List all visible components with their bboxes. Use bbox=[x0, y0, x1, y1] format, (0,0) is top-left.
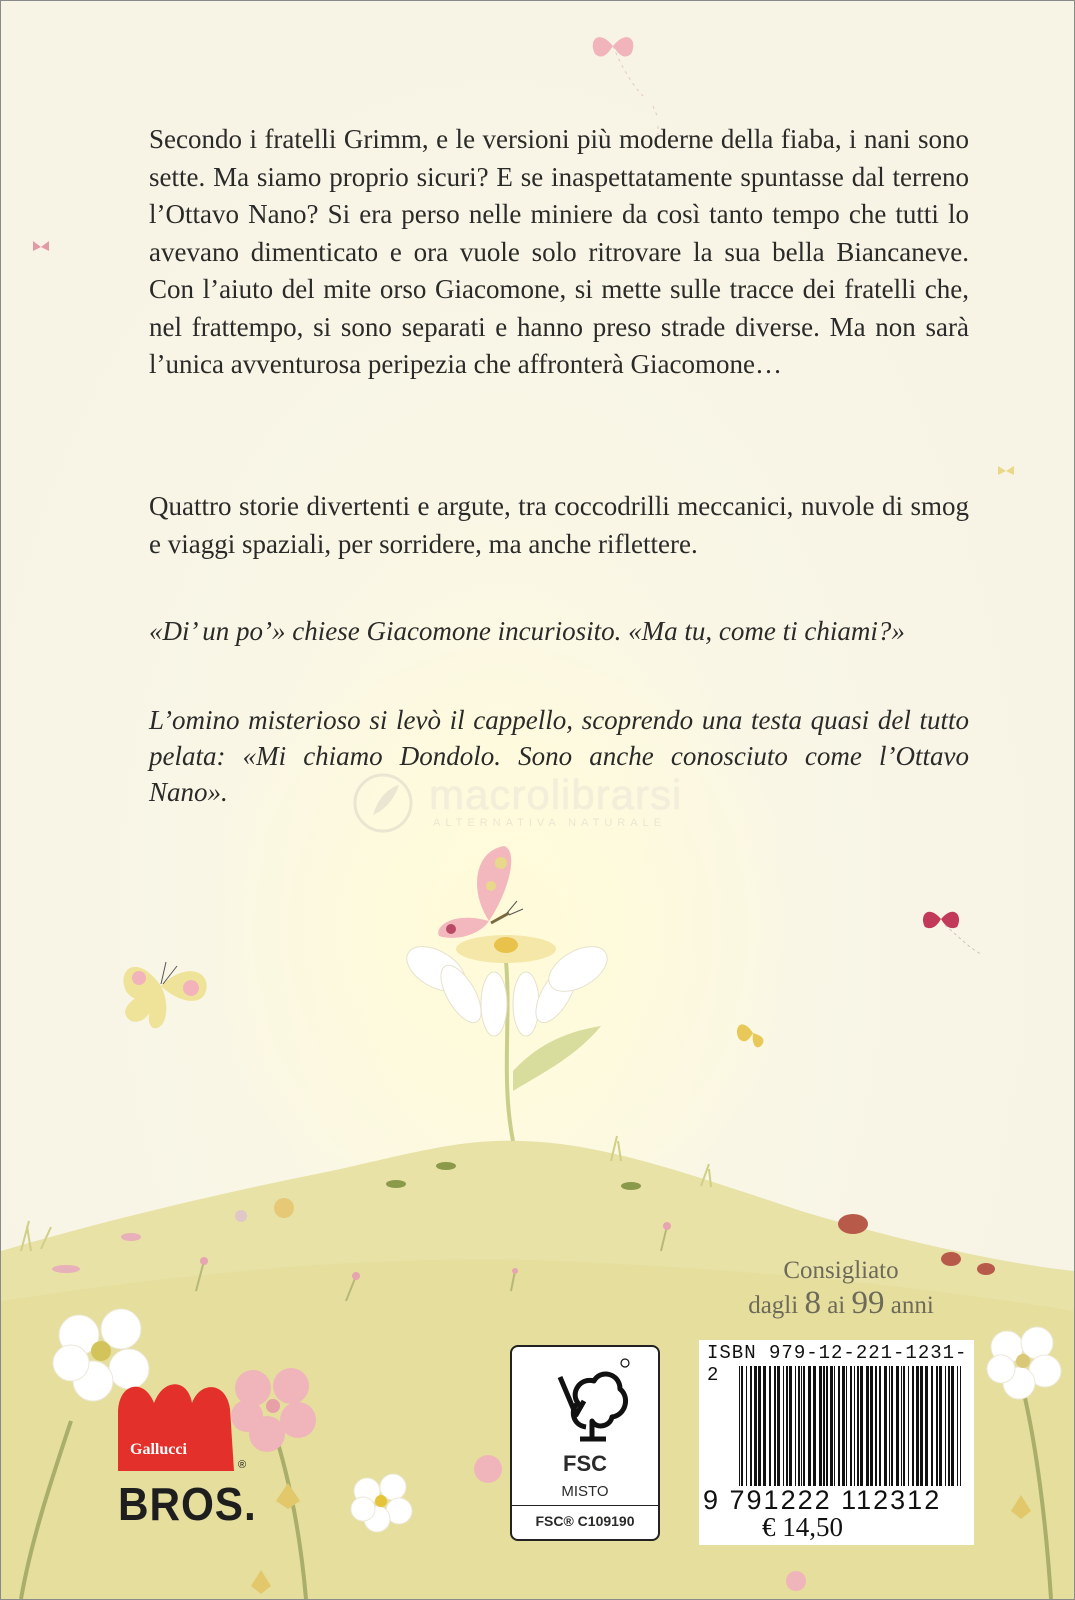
barcode-bar bbox=[884, 1366, 887, 1486]
barcode-bar bbox=[939, 1366, 942, 1486]
barcode-bar bbox=[920, 1366, 923, 1486]
price: € 14,50 bbox=[762, 1512, 843, 1542]
isbn-barcode-block bbox=[699, 1340, 974, 1545]
barcode-bar bbox=[758, 1366, 761, 1486]
barcode-bar bbox=[739, 1366, 740, 1486]
barcode-bar bbox=[870, 1366, 873, 1486]
barcode-bar bbox=[746, 1366, 747, 1486]
barcode-bar bbox=[875, 1366, 877, 1486]
barcode-bar bbox=[750, 1366, 752, 1486]
ean-barcode bbox=[739, 1366, 961, 1486]
ean-digits: 9 791222 112312 bbox=[703, 1485, 942, 1515]
macrolibrarsi-logo-icon bbox=[351, 771, 415, 835]
barcode-bar bbox=[857, 1366, 859, 1486]
fsc-name: FSC bbox=[563, 1451, 607, 1476]
barcode-bar bbox=[901, 1366, 902, 1486]
barcode-bar bbox=[798, 1366, 800, 1486]
barcode-bar bbox=[769, 1366, 771, 1486]
barcode-bar bbox=[889, 1366, 890, 1486]
barcode-bar bbox=[960, 1366, 961, 1486]
barcode-bar bbox=[903, 1366, 905, 1486]
barcode-bar bbox=[808, 1366, 811, 1486]
barcode-bar bbox=[786, 1366, 788, 1486]
barcode-bar bbox=[830, 1366, 833, 1486]
fsc-certification-label bbox=[510, 1345, 660, 1541]
imprint-name: BROS. bbox=[118, 1478, 257, 1530]
barcode-bar bbox=[754, 1366, 757, 1486]
barcode-bar bbox=[912, 1366, 914, 1486]
barcode-bar bbox=[774, 1366, 776, 1486]
barcode-bar bbox=[741, 1366, 743, 1486]
barcode-bar bbox=[908, 1366, 909, 1486]
barcode-bar bbox=[826, 1366, 828, 1486]
barcode-bar bbox=[803, 1366, 805, 1486]
barcode-bar bbox=[957, 1366, 958, 1486]
barcode-bar bbox=[777, 1366, 780, 1486]
watermark-tagline: ALTERNATIVA NATURALE bbox=[433, 817, 667, 829]
barcode-bar bbox=[783, 1366, 784, 1486]
butterfly-tiny-right bbox=[998, 466, 1014, 475]
barcode-bar bbox=[854, 1366, 855, 1486]
butterfly-tiny-left bbox=[33, 241, 49, 251]
barcode-bar bbox=[795, 1366, 796, 1486]
barcode-bar bbox=[951, 1366, 954, 1486]
barcode-bar bbox=[931, 1366, 933, 1486]
fsc-divider bbox=[512, 1505, 658, 1506]
barcode-bar bbox=[763, 1366, 766, 1486]
barcode-bar bbox=[842, 1366, 845, 1486]
barcode-bar bbox=[819, 1366, 822, 1486]
barcode-bar bbox=[789, 1366, 792, 1486]
barcode-bar bbox=[891, 1366, 893, 1486]
age-suffix: anni bbox=[884, 1292, 934, 1319]
butterfly-red-right bbox=[923, 912, 981, 954]
age-min: 8 bbox=[804, 1285, 821, 1321]
barcode-bar bbox=[948, 1366, 950, 1486]
barcode-bar bbox=[936, 1366, 938, 1486]
fsc-tree-icon bbox=[540, 1357, 632, 1449]
barcode-bar bbox=[801, 1366, 802, 1486]
barcode-bar bbox=[879, 1366, 881, 1486]
barcode-bar bbox=[850, 1366, 852, 1486]
fsc-license-code: FSC® C109190 bbox=[535, 1513, 635, 1529]
registered-mark: ® bbox=[238, 1459, 247, 1471]
excerpt-quote-2: L’omino misterioso si levò il cappello, scoprendo una testa quasi del tutto pelata: «Mi chiamo Dondolo. Sono anche conosciuto come l’Ottavo Nano». bbox=[149, 705, 969, 807]
barcode-bar bbox=[846, 1366, 847, 1486]
age-prefix: dagli bbox=[748, 1292, 805, 1319]
age-recommendation bbox=[721, 1256, 961, 1323]
summary-paragraph: Quattro storie divertenti e argute, tra coccodrilli meccanici, nuvole di smog e viaggi spaziali, per sorridere, ma anche riflettere. bbox=[149, 491, 969, 559]
publisher-name: Gallucci bbox=[130, 1441, 187, 1458]
barcode-bar bbox=[860, 1366, 863, 1486]
barcode-bar bbox=[925, 1366, 928, 1486]
excerpt-quote-1: «Di’ un po’» chiese Giacomone incuriosito. «Ma tu, come ti chiami?» bbox=[149, 616, 905, 646]
age-range bbox=[721, 1286, 961, 1323]
barcode-bar bbox=[866, 1366, 869, 1486]
fsc-misto-label: MISTO bbox=[561, 1483, 609, 1500]
barcode-bar bbox=[834, 1366, 835, 1486]
age-middle: ai bbox=[820, 1292, 852, 1319]
barcode-bar bbox=[916, 1366, 919, 1486]
barcode-bar bbox=[945, 1366, 946, 1486]
age-max: 99 bbox=[851, 1285, 885, 1321]
age-label: Consigliato bbox=[783, 1257, 899, 1284]
barcode-bar bbox=[813, 1366, 816, 1486]
watermark bbox=[351, 771, 751, 831]
barcode-bar bbox=[896, 1366, 899, 1486]
synopsis-paragraph: Secondo i fratelli Grimm, e le versioni più moderne della fiaba, i nani sono sette. Ma siamo proprio sicuri? E se inaspettatamente spuntasse dal terreno l’Ottavo Nano? Si era perso nelle miniere da così tanto tempo che tutti lo avevano dimenticato e ora vuole solo ritrovare la sua bella Biancaneve. Con l’aiuto del mite orso Giacomone, si mette sulle tracce dei fratelli che, nel frattempo, si sono separati e hanno preso strade diverse. Ma non sarà l’unica avventurosa peripezia che affronterà Giacomone… bbox=[149, 124, 969, 379]
barcode-bar bbox=[823, 1366, 825, 1486]
barcode-bar bbox=[838, 1366, 840, 1486]
publisher-logo bbox=[114, 1373, 264, 1558]
watermark-name: macrolibrarsi bbox=[429, 771, 683, 818]
isbn-text: ISBN 979-12-221-1231-2 bbox=[707, 1342, 968, 1386]
